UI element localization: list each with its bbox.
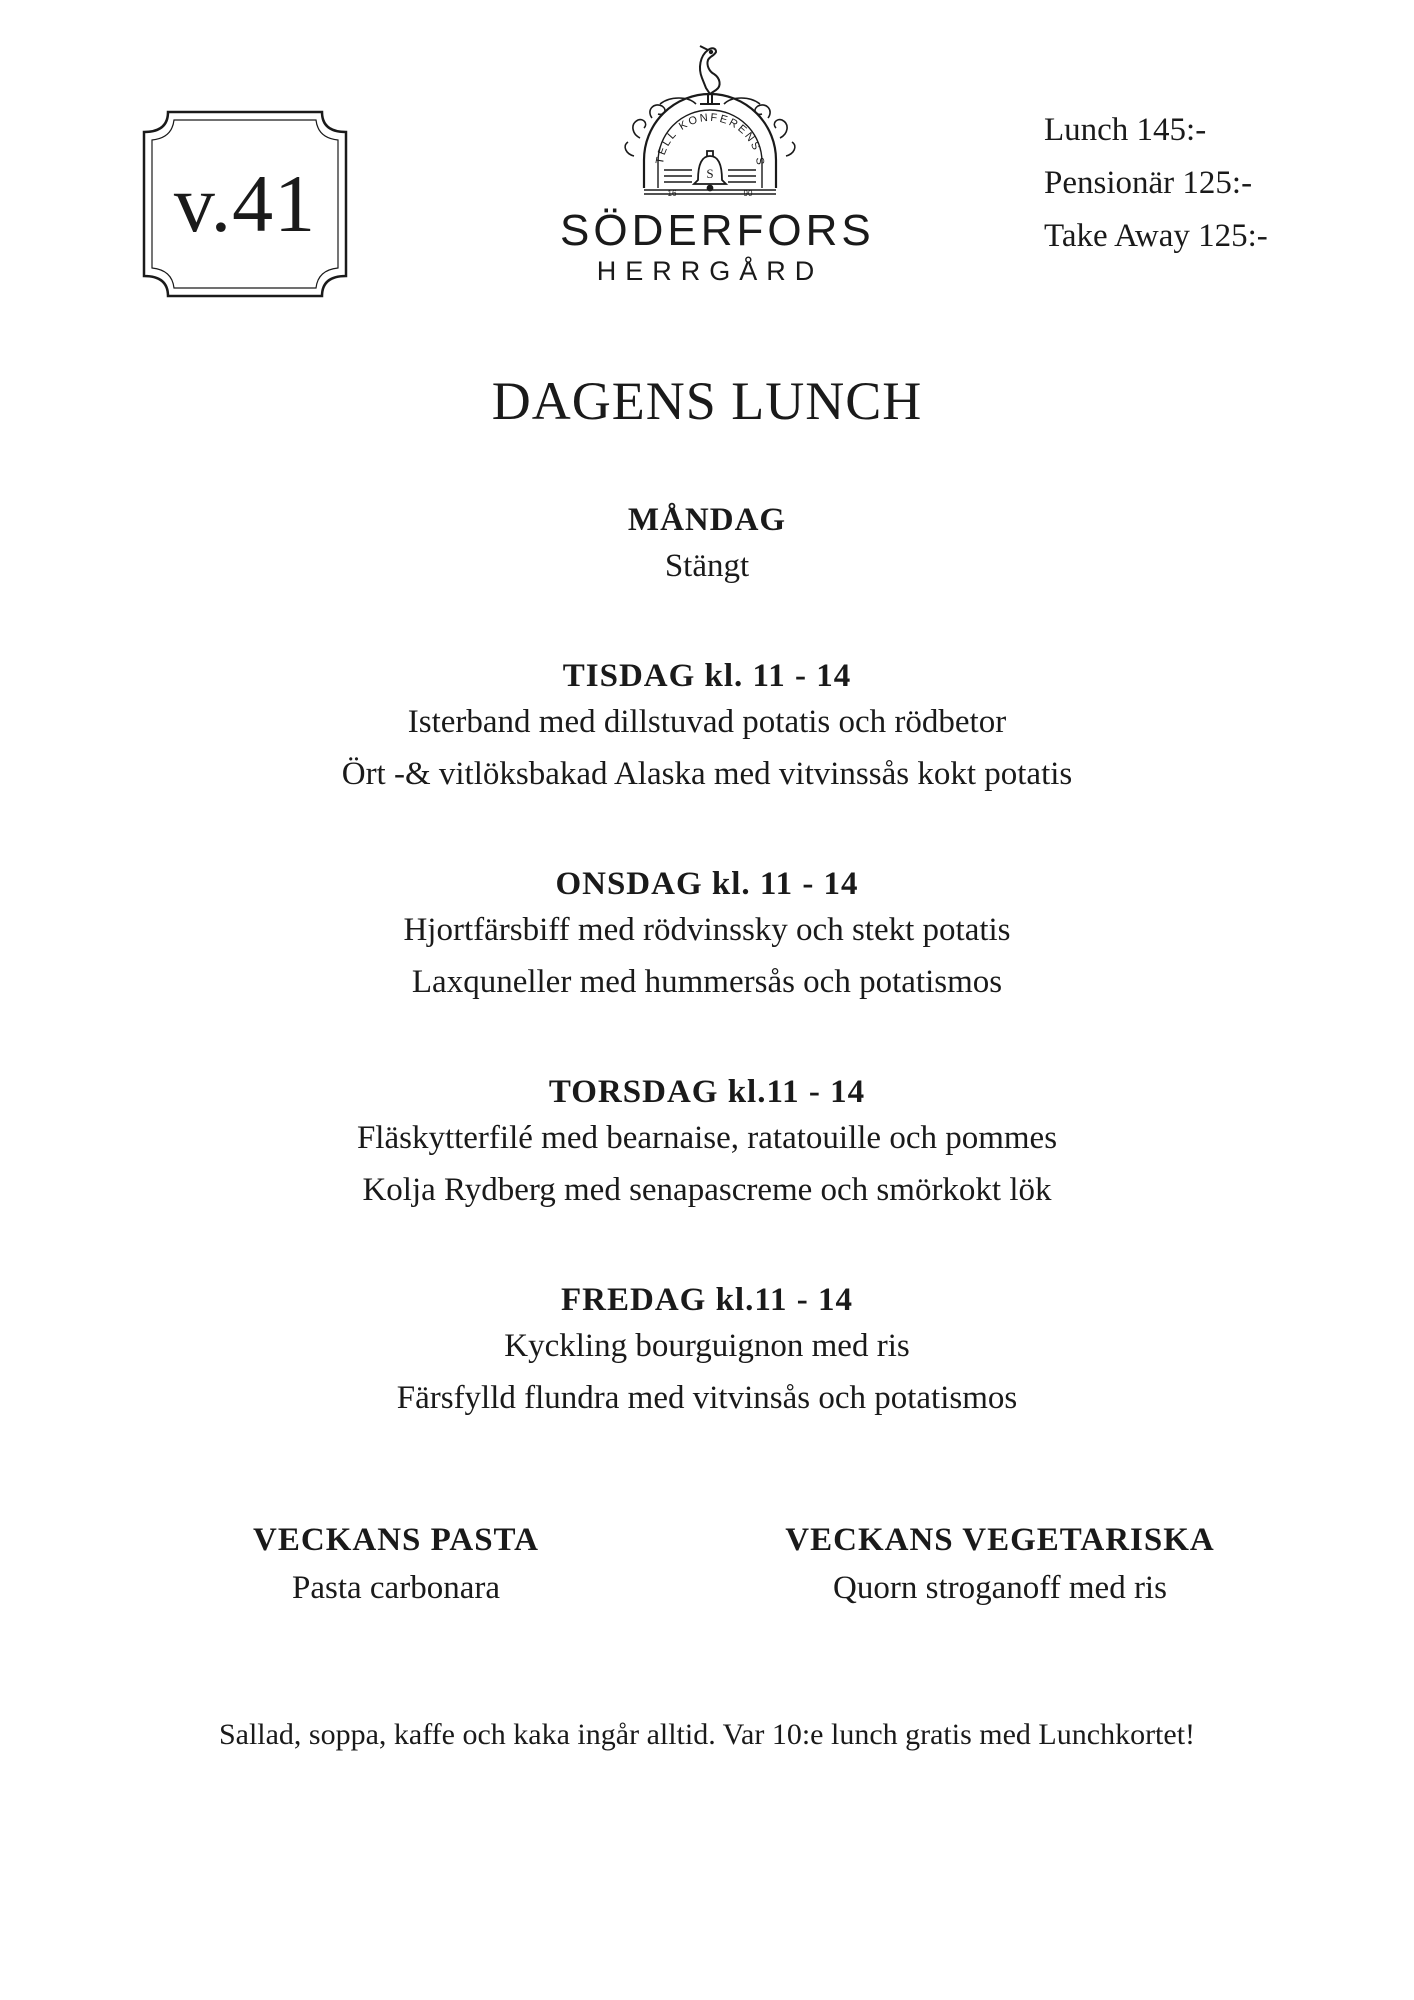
day-wednesday xyxy=(0,864,1414,1008)
day-heading: TORSDAG kl.11 - 14 xyxy=(548,1074,866,1110)
week-badge xyxy=(140,108,350,300)
weekly-pasta xyxy=(96,1520,696,1616)
brand-name: SÖDERFORS xyxy=(560,206,875,255)
dish-line: Stängt xyxy=(664,548,750,584)
day-heading: ONSDAG kl. 11 - 14 xyxy=(555,866,859,902)
day-tuesday xyxy=(0,656,1414,800)
day-heading: TISDAG kl. 11 - 14 xyxy=(562,658,852,694)
dish-line: Isterband med dillstuvad potatis och rödbetor xyxy=(407,704,1007,740)
week-number: v.41 xyxy=(173,158,317,249)
dish-line: Färsfylld flundra med vitvinsås och potatismos xyxy=(396,1380,1018,1416)
herrgard-emblem-icon xyxy=(560,38,860,208)
price-pensioner: Pensionär 125:- xyxy=(1044,165,1253,201)
dish-line: Hjortfärsbiff med rödvinssky och stekt potatis xyxy=(403,912,1011,948)
day-heading: FREDAG kl.11 - 14 xyxy=(560,1282,854,1318)
emblem-monogram: S xyxy=(706,166,714,181)
day-thursday xyxy=(0,1072,1414,1216)
day-monday xyxy=(0,500,1414,592)
emblem-arc-text: TELL KONFERENS S xyxy=(654,111,767,168)
weekly-pasta-heading: VECKANS PASTA xyxy=(253,1522,539,1558)
day-friday xyxy=(0,1280,1414,1424)
brand-logo xyxy=(560,38,875,298)
footer-note: Sallad, soppa, kaffe och kaka ingår alltid. Var 10:e lunch gratis med Lunchkortet! xyxy=(218,1718,1196,1751)
brand-subtitle: HERRGÅRD xyxy=(596,256,824,286)
weekly-vegetarian-heading: VECKANS VEGETARISKA xyxy=(785,1522,1215,1558)
dish-line: Kyckling bourguignon med ris xyxy=(504,1328,910,1364)
dish-line: Fläskytterfilé med bearnaise, ratatouille och pommes xyxy=(356,1120,1058,1156)
emblem-year-left: 16 xyxy=(667,189,677,198)
dish-line: Kolja Rydberg med senapascreme och smörkokt lök xyxy=(362,1172,1052,1208)
weekly-vegetarian xyxy=(700,1520,1300,1616)
price-list xyxy=(1044,104,1268,263)
price-lunch: Lunch 145:- xyxy=(1044,112,1207,148)
dish-line: Ört -& vitlöksbakad Alaska med vitvinssås kokt potatis xyxy=(341,756,1073,792)
weekly-vegetarian-item: Quorn stroganoff med ris xyxy=(833,1570,1167,1606)
weekly-pasta-item: Pasta carbonara xyxy=(292,1570,500,1606)
day-heading: MÅNDAG xyxy=(627,502,787,538)
price-take-away: Take Away 125:- xyxy=(1044,218,1268,254)
dish-line: Laxquneller med hummersås och potatismos xyxy=(411,964,1003,1000)
page-title: DAGENS LUNCH xyxy=(491,371,923,431)
emblem-year-right: 90 xyxy=(743,189,753,198)
